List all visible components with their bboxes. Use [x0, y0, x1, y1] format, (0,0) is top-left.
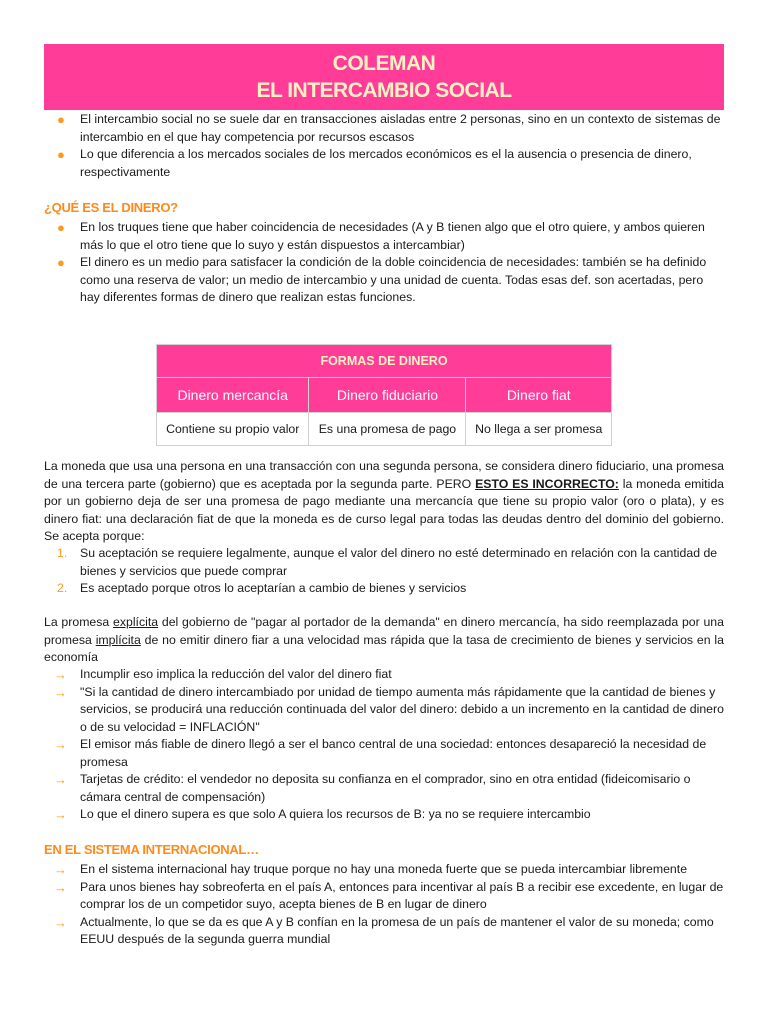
title-author: COLEMAN: [332, 52, 436, 75]
paragraph: La promesa explícita del gobierno de "pagar al portador de la demanda" en dinero mercancía, ha sido reemplazada por una promesa implícita de no emitir dinero fiar a una velocidad mas rápida que la tasa de crecimiento de bienes y servicios en la economía: [44, 615, 725, 664]
intro-bullet-list: [44, 111, 724, 181]
table-header: Dinero mercancía: [157, 378, 309, 413]
list-item: → Para unos bienes hay sobreoferta en el país A, entonces para incentivar al país B a recibir ese excedente, en lugar de comprar los de un competidor suyo, acepta bienes de B en lugar de dinero: [54, 879, 724, 911]
list-item: 2. Es aceptado porque otros lo aceptarían a cambio de bienes y servicios: [44, 580, 724, 598]
arrow-right-icon: →: [54, 737, 67, 752]
table-caption: FORMAS DE DINERO: [157, 345, 612, 378]
list-item: → En el sistema internacional hay truque porque no hay una moneda fuerte que se pueda intercambiar libremente: [54, 862, 688, 877]
section1-bullet-list: [44, 219, 724, 307]
arrow-right-icon: →: [54, 807, 67, 822]
arrow-right-icon: →: [54, 772, 67, 787]
list-item: ● En los truques tiene que haber coincidencia de necesidades (A y B tienen algo que el otro quiere, y ambos quieren más lo que el otro tiene que lo suyo y están dispuestos a intercambiar): [57, 220, 705, 252]
arrow-right-icon: →: [54, 667, 67, 682]
bullet-dot-icon: ●: [57, 255, 65, 270]
list-number: 1.: [57, 546, 68, 560]
underlined-text: implícita: [95, 632, 141, 647]
title-banner: [44, 44, 724, 110]
underlined-text: explícita: [113, 615, 159, 629]
section2-arrow-list: [44, 861, 724, 949]
table-cell: No llega a ser promesa: [466, 413, 612, 446]
list-item: ● El intercambio social no se suele dar en transacciones aisladas entre 2 personas, sino en un contexto de sistemas de intercambio en el que hay competencia por recursos escasos: [57, 112, 721, 144]
list-item: 1. Su aceptación se requiere legalmente, aunque el valor del dinero no esté determinado en relación con la cantidad de bienes y servicios que puede comprar: [57, 546, 718, 578]
bullet-dot-icon: ●: [57, 112, 65, 127]
bullet-dot-icon: ●: [57, 147, 65, 162]
emphasis-text: ESTO ES INCORRECTO:: [475, 476, 619, 491]
list-item: → "Si la cantidad de dinero intercambiado por unidad de tiempo aumenta más rápidamente que la cantidad de bienes y servicios, se producirá una reducción continuada del valor del dinero: debido a un incremento en la cantidad de dinero o de su velocidad = INFLACIÓN": [54, 684, 724, 734]
numbered-list: [44, 545, 724, 598]
bullet-dot-icon: ●: [57, 220, 65, 235]
list-item: → Tarjetas de crédito: el vendedor no deposita su confianza en el comprador, sino en otra entidad (fideicomisario o cámara central de compensación): [54, 772, 691, 804]
arrow-right-icon: →: [54, 684, 67, 700]
section-heading: ¿QUÉ ES EL DINERO?: [44, 200, 178, 215]
list-number: 2.: [57, 581, 68, 595]
arrow-list: [44, 666, 724, 824]
table-header: Dinero fiat: [466, 378, 612, 413]
title-topic: EL INTERCAMBIO SOCIAL: [256, 79, 512, 102]
list-item: → El emisor más fiable de dinero llegó a ser el banco central de una sociedad: entonces desapareció la necesidad de promesa: [54, 737, 707, 769]
table-row: [157, 413, 612, 446]
arrow-right-icon: →: [54, 879, 67, 895]
paragraph: La moneda que usa una persona en una transacción con una segunda persona, se considera dinero fiduciario, una promesa de una tercera parte (gobierno) que es aceptada por la segunda parte. PERO ESTO ES INCORRECTO: la moneda emitida por un gobierno deja de ser una promesa de pago mediante una mercancía que tiene su propio valor (oro o plata), y es dinero fiat: una declaración fiat de que la moneda es de curso legal para todas las deudas dentro del dominio del gobierno. Se acepta porque:: [44, 459, 724, 543]
arrow-right-icon: →: [54, 862, 67, 877]
list-item: → Incumplir eso implica la reducción del valor del dinero fiat: [54, 667, 392, 682]
list-item: → Actualmente, lo que se da es que A y B confían en la promesa de un país de mantener el valor de su moneda; como EEUU después de la segunda guerra mundial: [54, 914, 714, 946]
arrow-right-icon: →: [54, 914, 67, 930]
list-item: ● Lo que diferencia a los mercados sociales de los mercados económicos es el la ausencia o presencia de dinero, respectivamente: [57, 147, 692, 179]
table-header: Dinero fiduciario: [309, 378, 466, 413]
list-item: → Lo que el dinero supera es que solo A quiera los recursos de B: ya no se requiere intercambio: [54, 807, 591, 822]
table-cell: Es una promesa de pago: [309, 413, 466, 446]
table-cell: Contiene su propio valor: [157, 413, 309, 446]
section-heading: EN EL SISTEMA INTERNACIONAL…: [44, 842, 259, 857]
list-item: ● El dinero es un medio para satisfacer la condición de la doble coincidencia de necesidades: también se ha definido como una reserva de valor; un medio de intercambio y una unidad de cuenta. Todas esas def. son acertadas, pero hay diferentes formas de dinero que realizan estas funciones.: [57, 255, 707, 304]
money-forms-table: [156, 344, 612, 446]
